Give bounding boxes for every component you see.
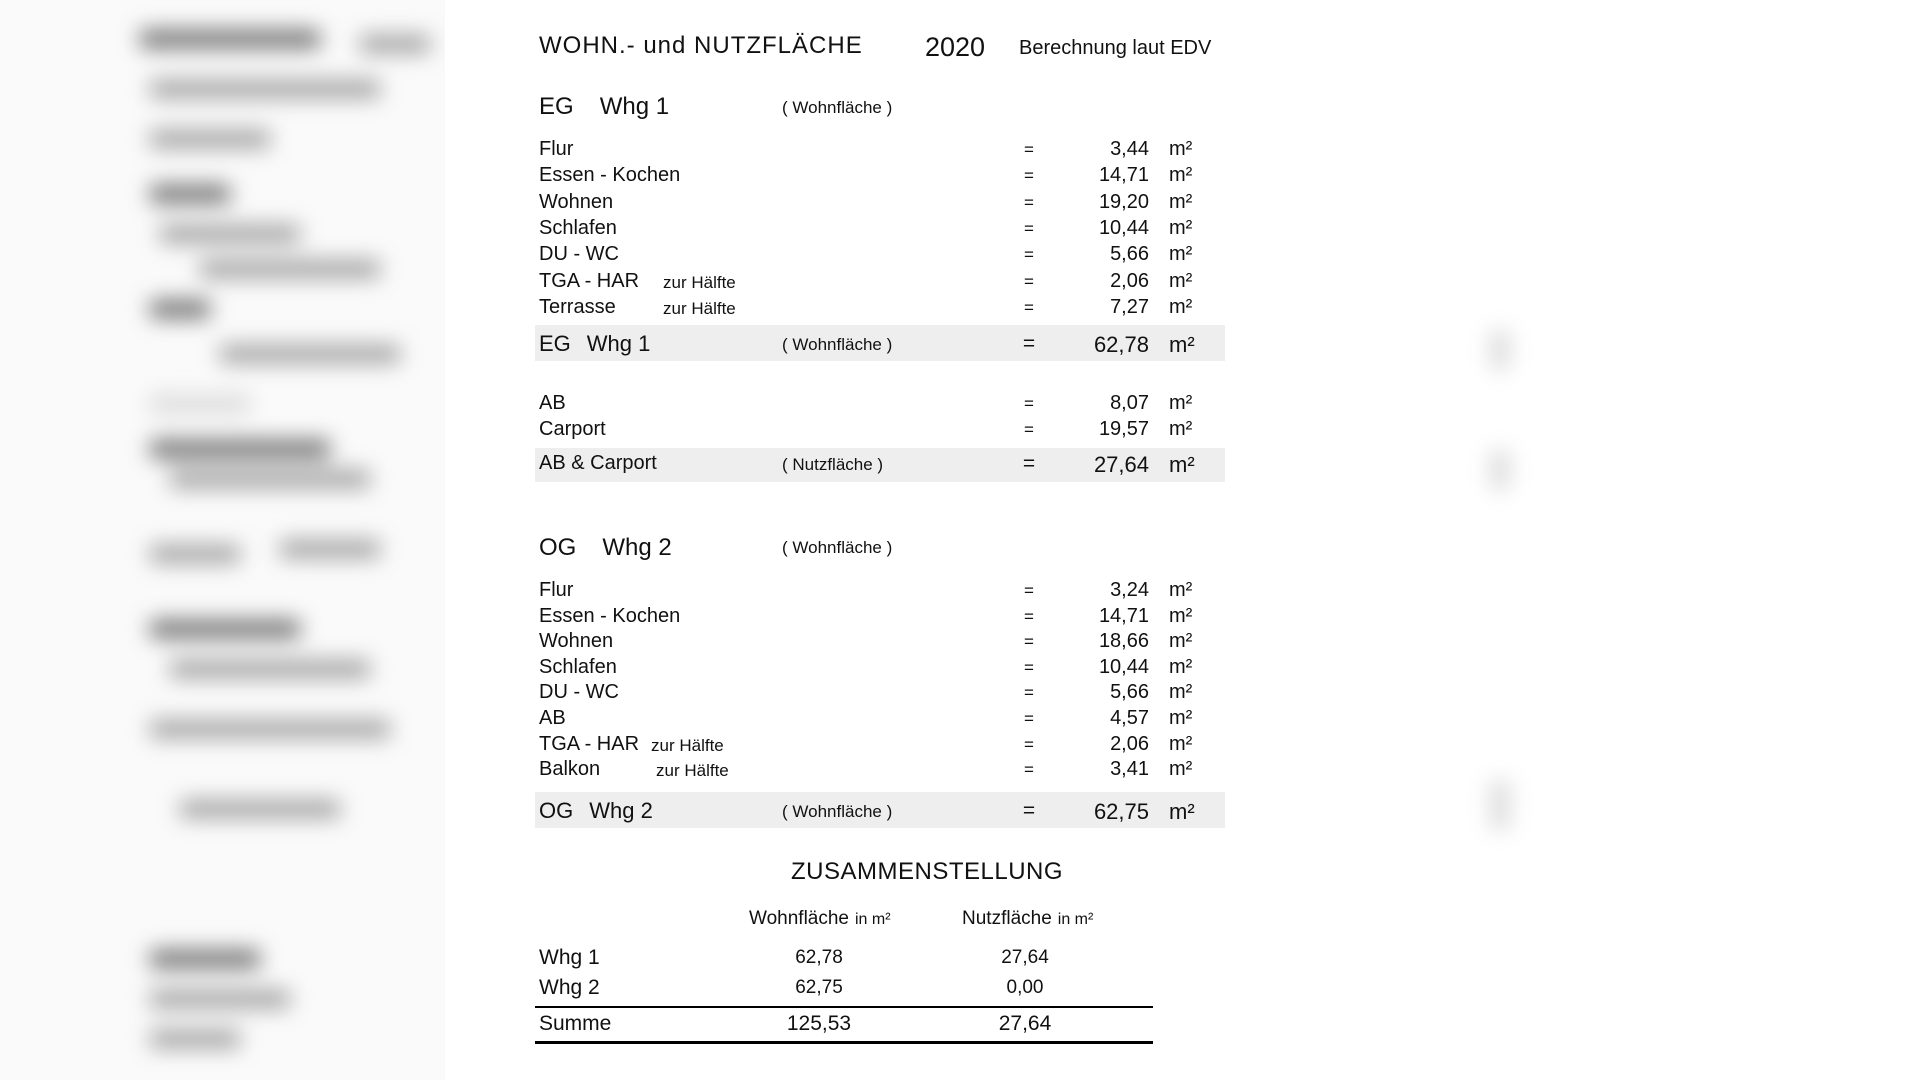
room-label: AB <box>539 392 566 414</box>
room-label: Schlafen <box>539 655 617 678</box>
area-unit: m² <box>1169 758 1193 781</box>
column-unit: in m² <box>855 911 891 928</box>
level-label: EG <box>539 93 574 120</box>
summary-row-label: Whg 2 <box>539 976 600 999</box>
room-label: Terrasse <box>539 295 616 318</box>
area-unit: m² <box>1169 269 1193 292</box>
nutz-total-unit: m² <box>1169 452 1195 477</box>
section-type: ( Wohnfläche ) <box>782 98 893 117</box>
equals-sign: = <box>1024 245 1034 265</box>
room-area-value: 2,06 <box>1110 269 1149 292</box>
equals-sign: = <box>1024 683 1034 703</box>
eg-total-unit: m² <box>1169 332 1195 357</box>
room-area-value: 4,57 <box>1110 707 1149 729</box>
equals-sign: = <box>1024 394 1034 413</box>
og-total-equals: = <box>1022 799 1036 822</box>
room-area-value: 19,57 <box>1098 417 1149 440</box>
summary-wohn-value: 62,78 <box>795 947 843 968</box>
area-unit: m² <box>1169 604 1193 627</box>
summary-col-nutzflaeche <box>962 908 1093 930</box>
area-unit: m² <box>1169 707 1193 729</box>
summary-title: ZUSAMMENSTELLUNG <box>791 858 1064 885</box>
nutz-total-value: 27,64 <box>1093 452 1149 477</box>
summary-divider-top <box>535 1006 1153 1008</box>
section-heading-og <box>539 534 672 562</box>
equals-sign: = <box>1024 218 1034 238</box>
og-total-label <box>539 798 653 824</box>
nutz-total-type: ( Nutzfläche ) <box>782 455 884 474</box>
area-unit: m² <box>1169 579 1193 601</box>
blurred-background-right <box>1240 0 1920 1080</box>
area-unit: m² <box>1169 164 1193 187</box>
equals-sign: = <box>1024 140 1034 159</box>
room-label: Wohnen <box>539 630 614 653</box>
summary-divider-bottom <box>535 1041 1153 1044</box>
room-label: Wohnen <box>539 190 614 213</box>
room-area-value: 10,44 <box>1098 655 1149 678</box>
room-note: zur Hälfte <box>663 272 736 292</box>
room-note: zur Hälfte <box>663 298 736 318</box>
room-label: Essen - Kochen <box>539 604 681 627</box>
unit-label: Whg 2 <box>602 534 672 561</box>
summary-total-nutz: 27,64 <box>998 1012 1052 1035</box>
column-label: Wohnfläche <box>749 908 849 929</box>
room-label: DU - WC <box>539 681 619 704</box>
room-area-value: 3,24 <box>1110 579 1149 601</box>
summary-total-wohn: 125,53 <box>786 1012 852 1035</box>
document-year: 2020 <box>925 32 986 62</box>
room-label: DU - WC <box>539 243 619 266</box>
room-area-value: 8,07 <box>1110 392 1149 414</box>
equals-sign: = <box>1024 709 1034 728</box>
unit-label: Whg 1 <box>599 93 670 120</box>
area-unit: m² <box>1169 681 1193 704</box>
equals-sign: = <box>1024 734 1034 754</box>
room-area-value: 2,06 <box>1110 732 1149 755</box>
summary-nutz-value: 0,00 <box>1006 977 1044 998</box>
summary-total-label: Summe <box>539 1012 612 1035</box>
room-area-value: 14,71 <box>1098 604 1149 627</box>
unit-label: Whg 1 <box>586 331 651 356</box>
room-label: Flur <box>539 579 574 601</box>
room-area-value: 7,27 <box>1110 295 1149 318</box>
equals-sign: = <box>1024 297 1034 317</box>
equals-sign: = <box>1024 657 1034 677</box>
equals-sign: = <box>1024 760 1034 780</box>
area-unit: m² <box>1169 190 1193 213</box>
nutz-total-equals: = <box>1022 452 1036 475</box>
equals-sign: = <box>1024 581 1034 600</box>
nutz-total-label: AB & Carport <box>539 452 657 474</box>
level-label: EG <box>539 331 571 356</box>
section-heading-eg <box>539 93 669 121</box>
equals-sign: = <box>1024 166 1034 186</box>
equals-sign: = <box>1024 192 1034 212</box>
room-label: Schlafen <box>539 216 617 239</box>
area-unit: m² <box>1169 630 1193 653</box>
eg-total-value: 62,78 <box>1093 332 1149 357</box>
equals-sign: = <box>1024 632 1034 652</box>
area-unit: m² <box>1169 732 1193 755</box>
column-unit: in m² <box>1057 911 1094 928</box>
room-label: Carport <box>539 417 606 440</box>
calculation-note: Berechnung laut EDV <box>1019 37 1212 59</box>
room-label: Balkon <box>539 758 601 781</box>
equals-sign: = <box>1024 419 1034 439</box>
eg-total-type: ( Wohnfläche ) <box>782 335 893 354</box>
summary-wohn-value: 62,75 <box>795 977 843 998</box>
room-label: TGA - HAR <box>539 732 640 755</box>
area-calculation-sheet <box>445 0 1240 1080</box>
document-title: WOHN.- und NUTZFLÄCHE <box>539 32 863 59</box>
summary-row-label: Whg 1 <box>539 946 600 969</box>
room-note: zur Hälfte <box>656 761 729 781</box>
og-total-unit: m² <box>1169 799 1195 824</box>
room-area-value: 19,20 <box>1098 190 1149 213</box>
blurred-background-left <box>0 0 445 1080</box>
eg-total-equals: = <box>1022 332 1036 355</box>
room-note: zur Hälfte <box>651 735 724 755</box>
eg-total-label <box>539 331 650 357</box>
summary-col-wohnflaeche <box>749 908 891 930</box>
equals-sign: = <box>1024 606 1034 626</box>
level-label: OG <box>539 798 574 823</box>
area-unit: m² <box>1169 655 1193 678</box>
room-area-value: 10,44 <box>1098 216 1149 239</box>
room-area-value: 18,66 <box>1098 630 1149 653</box>
column-label: Nutzfläche <box>962 908 1052 929</box>
room-area-value: 5,66 <box>1110 681 1149 704</box>
area-unit: m² <box>1169 138 1193 160</box>
area-unit: m² <box>1169 216 1193 239</box>
og-total-type: ( Wohnfläche ) <box>782 802 893 821</box>
area-unit: m² <box>1169 295 1193 318</box>
summary-nutz-value: 27,64 <box>1001 947 1049 968</box>
room-area-value: 14,71 <box>1098 164 1149 187</box>
level-label: OG <box>539 534 577 561</box>
room-label: Essen - Kochen <box>539 164 681 187</box>
room-area-value: 3,44 <box>1110 138 1149 160</box>
area-unit: m² <box>1169 243 1193 266</box>
room-label: AB <box>539 707 566 729</box>
area-unit: m² <box>1169 392 1193 414</box>
section-type: ( Wohnfläche ) <box>782 538 893 557</box>
og-total-value: 62,75 <box>1093 799 1149 824</box>
room-label: TGA - HAR <box>539 269 640 292</box>
room-area-value: 5,66 <box>1110 243 1149 266</box>
room-area-value: 3,41 <box>1110 758 1149 781</box>
room-label: Flur <box>539 138 574 160</box>
unit-label: Whg 2 <box>589 798 653 823</box>
area-unit: m² <box>1169 417 1193 440</box>
equals-sign: = <box>1024 271 1034 291</box>
